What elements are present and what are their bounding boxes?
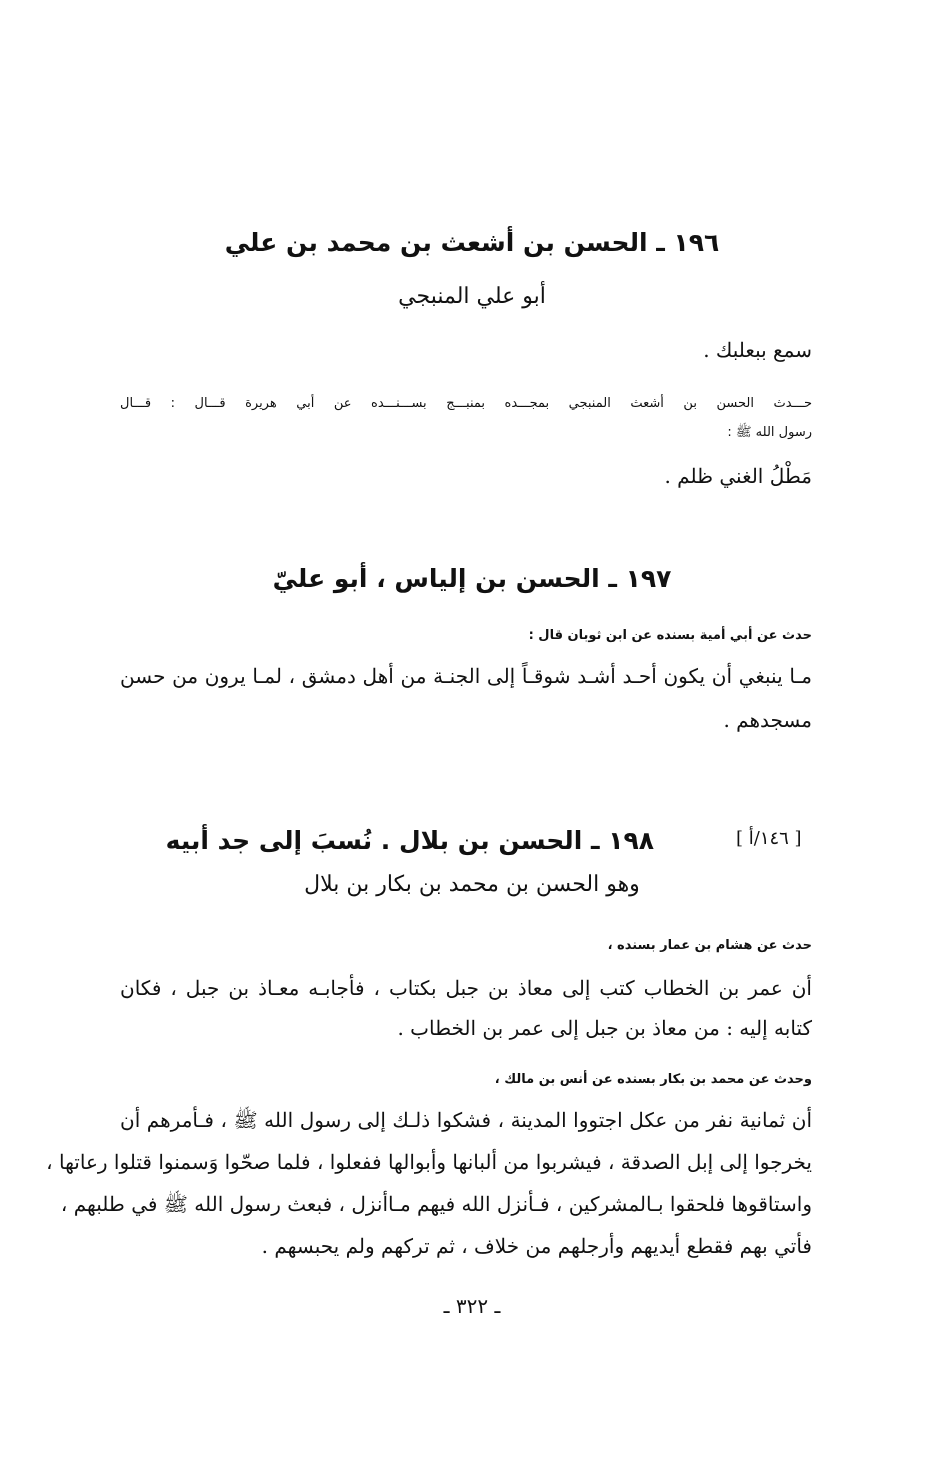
entry-196-line-2: حـــدث الحسن بن أشعث المنبجي بمجـــده بمنبـــج بســـنـــده عن أبي هريرة قـــال : قـــال — [120, 396, 812, 411]
entry-198-line-8: فأتي بهم فقطع أيديهم وأرجلهم من خلاف ، ثم تركهم ولم يحبسهم . — [261, 1234, 812, 1258]
entry-197-title: ١٩٧ ـ الحسن بن إلياس ، أبو عليّ — [272, 564, 672, 593]
entry-197-line-1: حدث عن أبي أمية بسنده عن ابن ثوبان قال : — [528, 628, 812, 643]
entry-197-line-2: مـا ينبغي أن يكون أحـد أشـد شوقـاً إلى الجنـة من أهل دمشق ، لمـا يرون من حسن — [120, 664, 812, 688]
entry-198-line-4: وحدث عن محمد بن بكار بسنده عن أنس بن مالك ، — [494, 1072, 812, 1087]
entry-198-line-1: حدث عن هشام بن عمار بسنده ، — [607, 938, 812, 953]
entry-198-line-5: أن ثمانية نفر من عكل اجتووا المدينة ، فشكوا ذلـك إلى رسول الله ﷺ ، فـأمرهم أن — [120, 1108, 812, 1132]
entry-198-line-3: كتابه إليه : من معاذ بن جبل إلى عمر بن الخطاب . — [397, 1016, 812, 1040]
entry-198-title: ١٩٨ ـ الحسن بن بلال . نُسبَ إلى جد أبيه — [165, 826, 654, 855]
entry-196-title: ١٩٦ ـ الحسن بن أشعث بن محمد بن علي — [224, 228, 720, 257]
entry-198-line-2: أن عمر بن الخطاب كتب إلى معاذ بن جبل بكتاب ، فأجابـه معـاذ بن جبل ، فكان — [120, 976, 812, 1000]
entry-197-line-3: مسجدهم . — [723, 708, 812, 732]
entry-196-line-4: مَطْلُ الغني ظلم . — [664, 464, 812, 488]
entry-198-line-7: واستاقوها فلحقوا بـالمشركين ، فـأنزل الله فيهم مـاأنزل ، فبعث رسول الله ﷺ في طلبهم ، — [60, 1192, 812, 1216]
entry-196-subtitle: أبو علي المنبجي — [398, 284, 546, 309]
page-number: ـ ٣٢٢ ـ — [443, 1294, 501, 1318]
entry-198-subtitle: وهو الحسن بن محمد بن بكار بن بلال — [304, 872, 640, 897]
entry-196-line-1: سمع ببعلبك . — [703, 338, 812, 362]
entry-198-line-6: يخرجوا إلى إبل الصدقة ، فيشربوا من ألبانها وأبوالها ففعلوا ، فلما صحّوا وَسمنوا قتلوا رعاتها ، — [46, 1150, 812, 1174]
entry-196-line-3: رسول الله ﷺ : — [727, 425, 812, 440]
folio-marker: [ ١٤٦/أ ] — [736, 828, 802, 849]
